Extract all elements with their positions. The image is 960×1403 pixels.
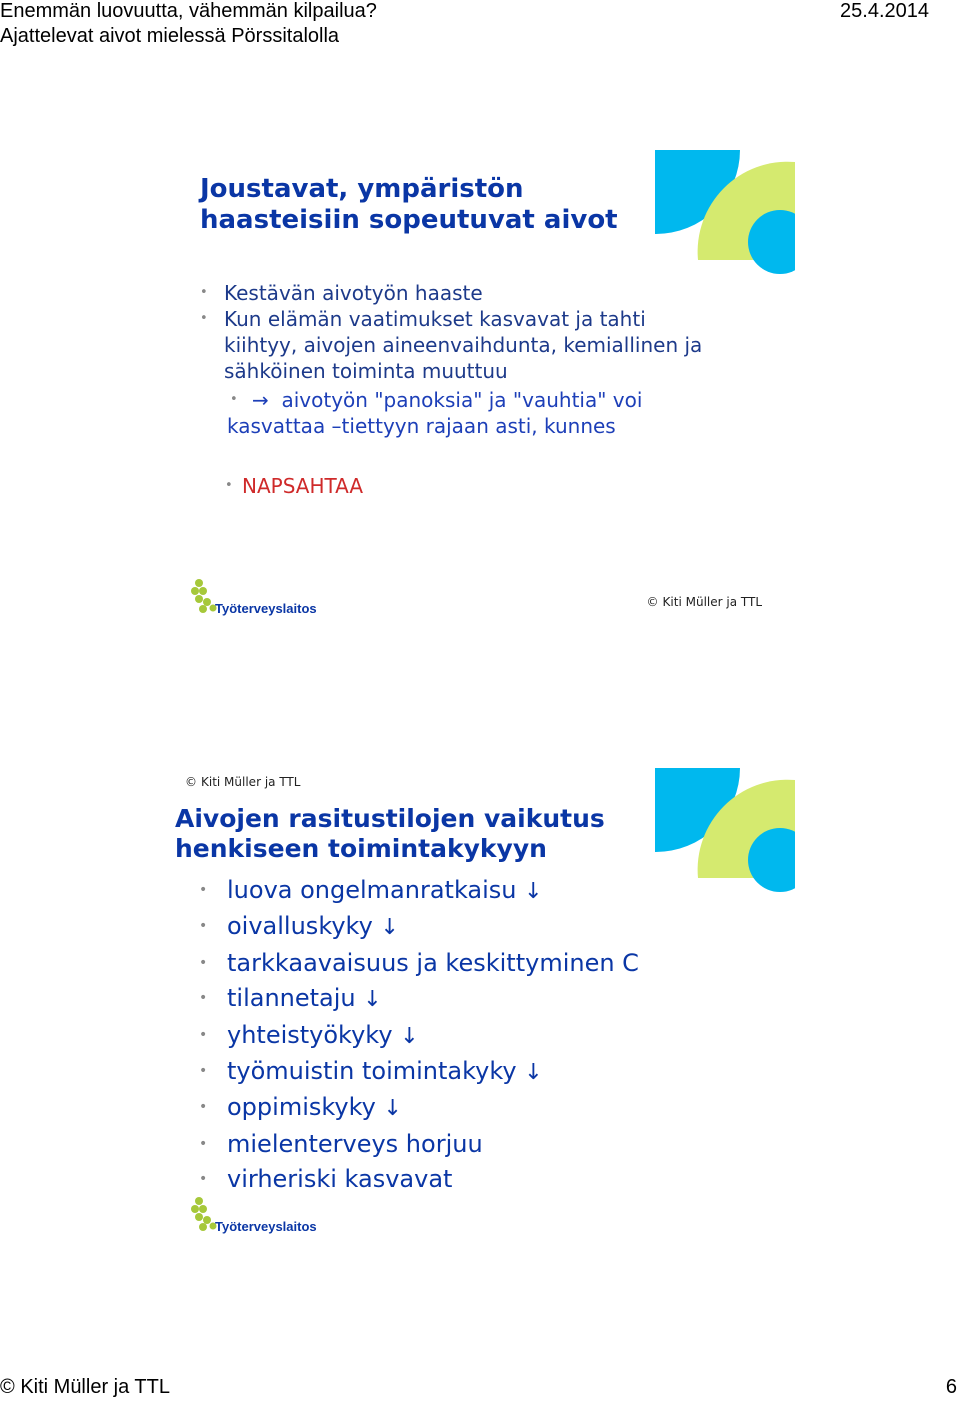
slide-2-title: Aivojen rasitustilojen vaikutus henkiseen toimintakykyyn — [175, 804, 605, 863]
copyright-icon: © — [646, 595, 659, 609]
list-item: • työmuistin toimintakyky ↓ — [195, 1054, 755, 1090]
slide-1-copyright: © Kiti Müller ja TTL — [646, 595, 762, 609]
slide-2-bullets — [195, 873, 755, 1198]
down-arrow-icon: ↓ — [400, 1023, 419, 1049]
sub-bullet-item: • → aivotyön "panoksia" ja "vauhtia" voi kasvattaa –tiettyyn rajaan asti, kunnes — [200, 387, 800, 439]
list-item: • oppimiskyky ↓ — [195, 1090, 755, 1126]
bullet-item: • Kun elämän vaatimukset kasvavat ja tahti kiihtyy, aivojen aineenvaihdunta, kemiallinen ja sähköinen toiminta muuttuu — [200, 306, 800, 384]
slide-1 — [140, 150, 800, 650]
page-number: 6 — [945, 1376, 957, 1398]
list-item: • oivalluskyky ↓ — [195, 909, 755, 945]
emphasis-item: • NAPSAHTAA — [200, 473, 800, 499]
slide-1-bullets — [200, 280, 800, 499]
tyoterveyslaitos-logo: Työterveyslaitos — [190, 1196, 315, 1241]
document-title: Enemmän luovuutta, vähemmän kilpailua? — [0, 0, 377, 22]
footer-copyright: © Kiti Müller ja TTL — [0, 1376, 170, 1398]
tyoterveyslaitos-logo: Työterveyslaitos — [190, 578, 315, 623]
bullet-item: • Kestävän aivotyön haaste — [200, 280, 800, 306]
down-arrow-icon: ↓ — [363, 987, 382, 1013]
decorative-circles-graphic — [655, 150, 795, 275]
copyright-icon: © — [185, 775, 197, 789]
slide-2-copyright: © Kiti Müller ja TTL — [185, 775, 301, 789]
down-arrow-icon: ↓ — [524, 1060, 543, 1086]
down-arrow-icon: ↓ — [383, 1096, 402, 1122]
slide-2 — [140, 768, 800, 1268]
copyright-icon: © — [0, 1376, 15, 1398]
slide-1-title: Joustavat, ympäristön haasteisiin sopeutuvat aivot — [200, 174, 618, 235]
list-item: • luova ongelmanratkaisu ↓ — [195, 873, 755, 909]
list-item: • tarkkaavaisuus ja keskittyminen C — [195, 946, 755, 981]
document-subtitle: Ajattelevat aivot mielessä Pörssitalolla — [0, 25, 340, 47]
list-item: • yhteistyökyky ↓ — [195, 1018, 755, 1054]
page-footer — [0, 1376, 960, 1403]
list-item: • virheriski kasvavat — [195, 1162, 755, 1197]
down-arrow-icon: ↓ — [524, 879, 543, 904]
down-arrow-icon: ↓ — [380, 915, 399, 941]
document-date: 25.4.2014 — [840, 0, 929, 22]
list-item: • mielenterveys horjuu — [195, 1127, 755, 1162]
list-item: • tilannetaju ↓ — [195, 981, 755, 1017]
right-arrow-icon: → — [252, 388, 269, 412]
